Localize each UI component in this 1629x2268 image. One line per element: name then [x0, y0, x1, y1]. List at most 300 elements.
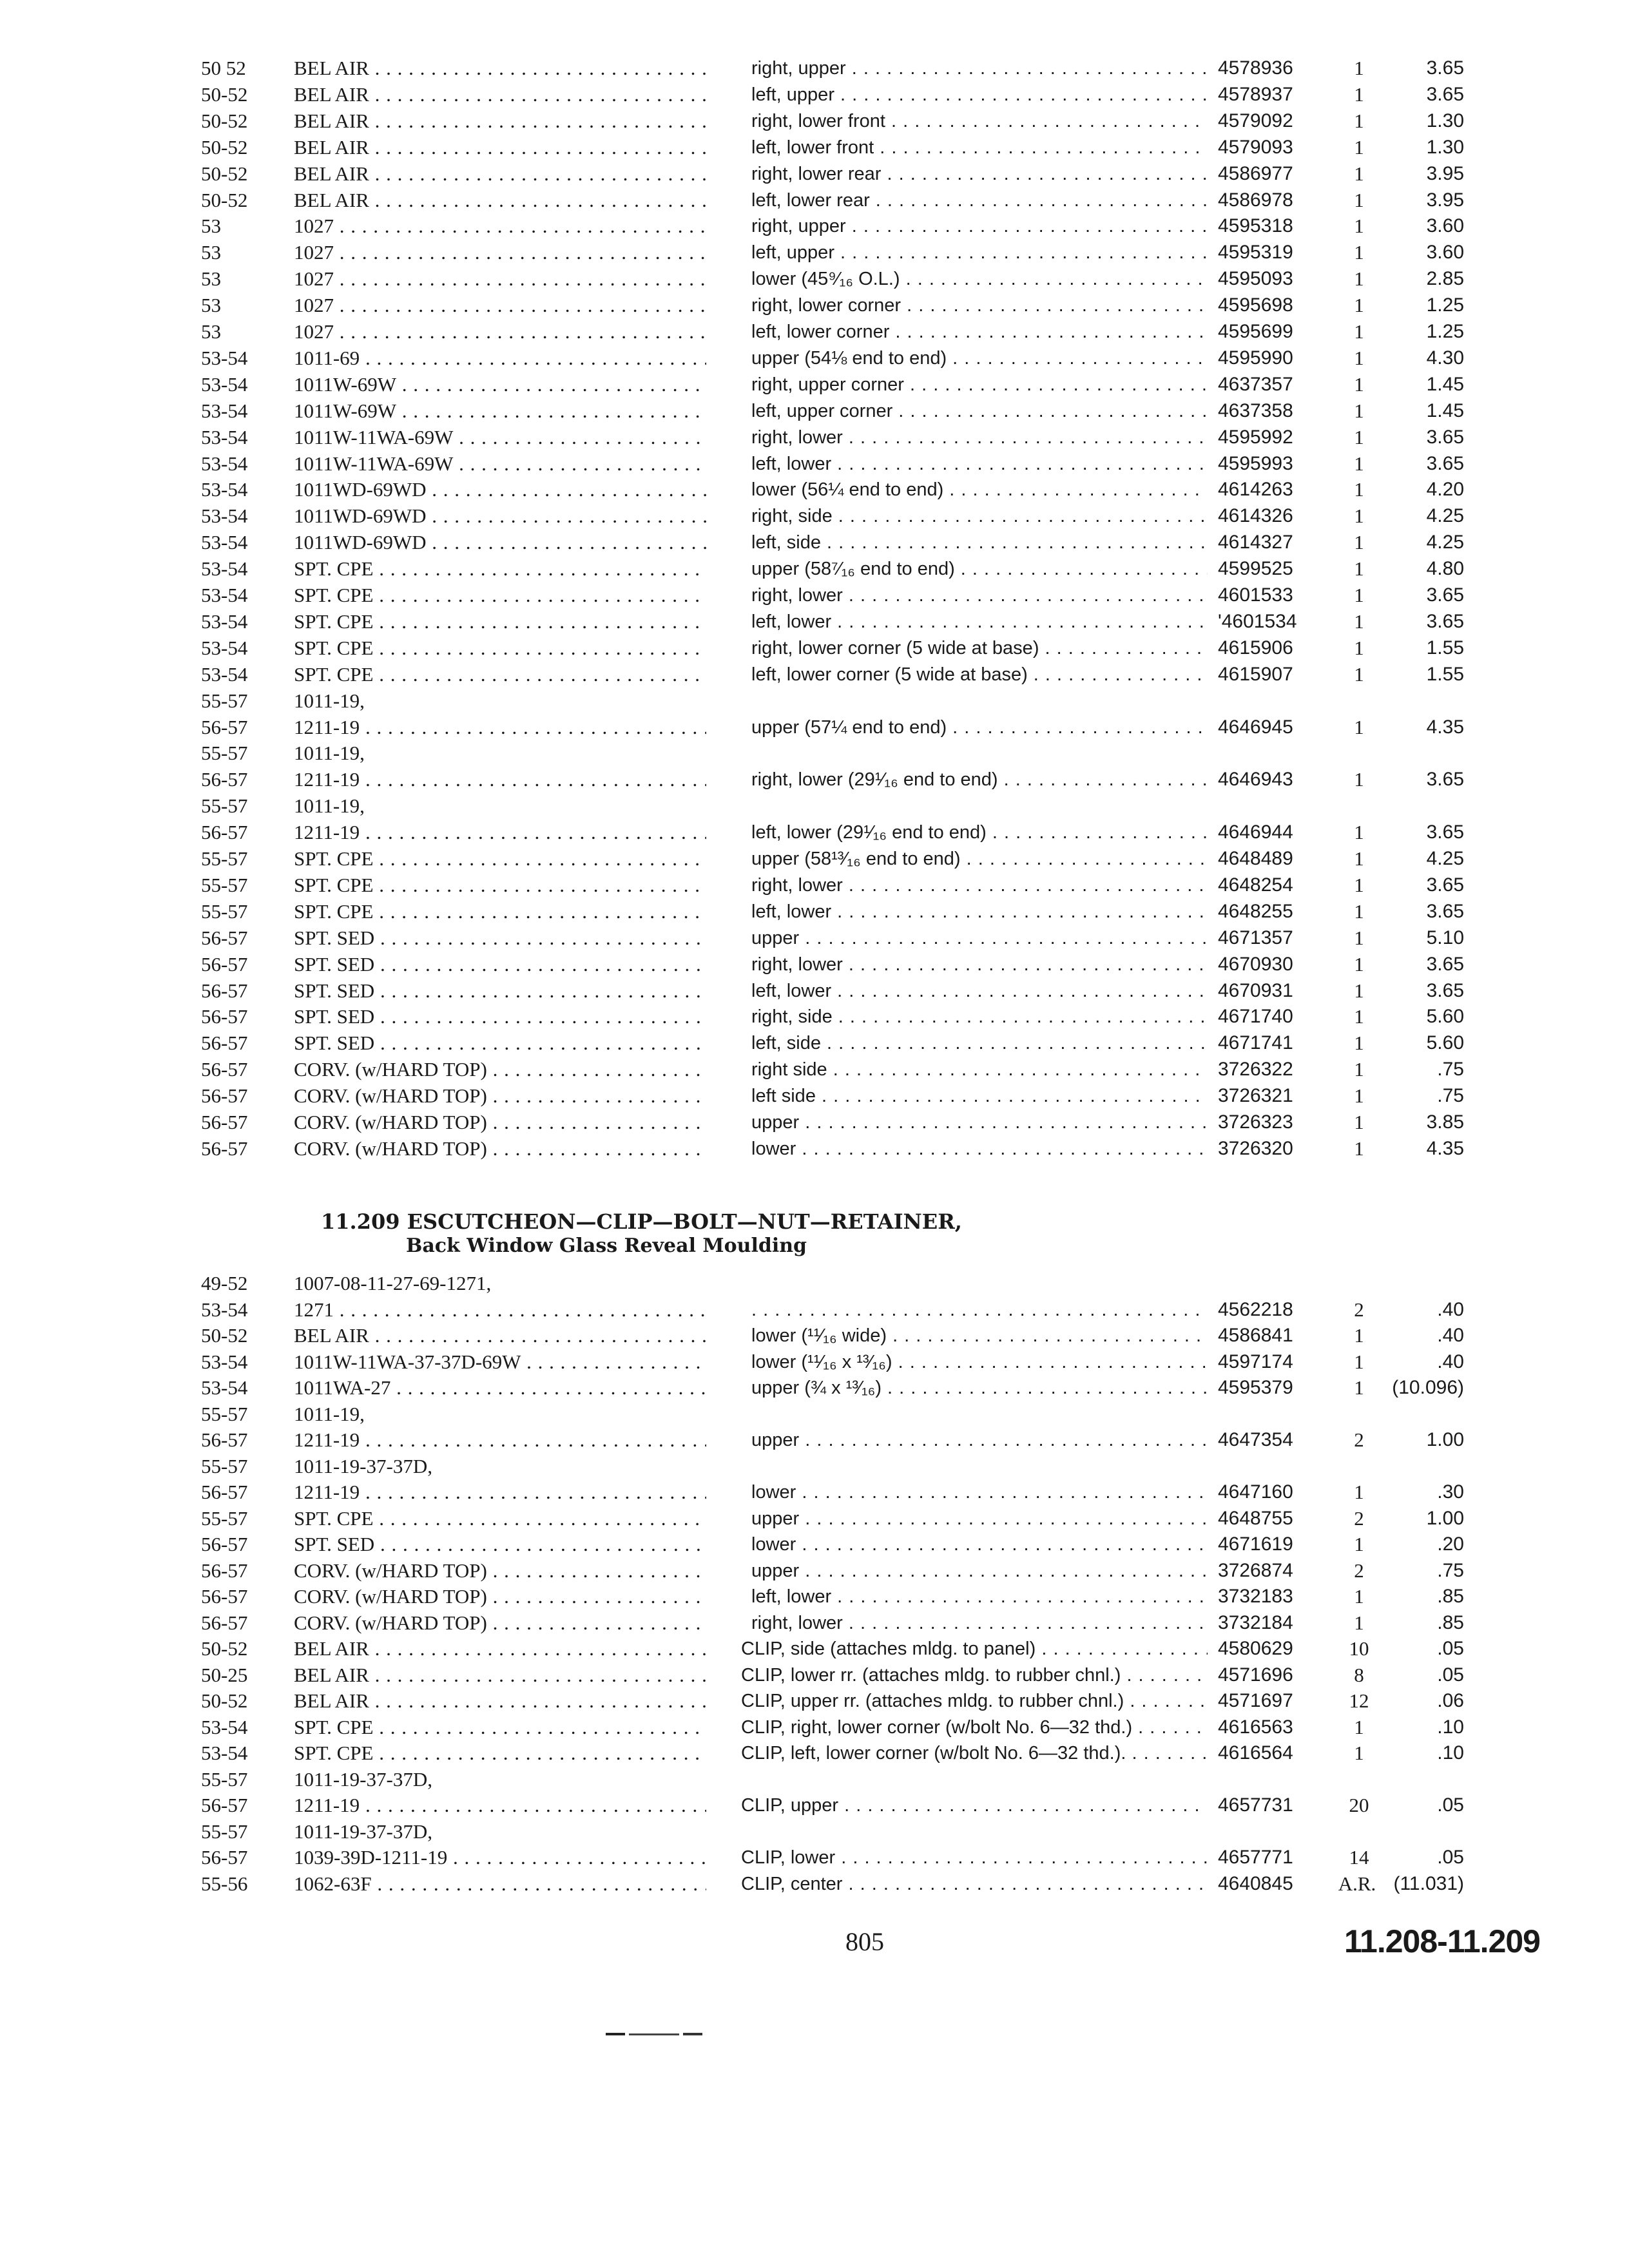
row-description: left, lower (29¹⁄₁₆ end to end) . . . — [751, 820, 1208, 845]
row-price: 3.65 — [1426, 822, 1464, 843]
row-quantity: 1 — [1354, 188, 1364, 211]
row-years: 56-57 — [201, 715, 248, 738]
row-years: 53-54 — [201, 557, 248, 581]
section-heading: 11.209 ESCUTCHEON—CLIP—BOLT—NUT—RETAINER, — [321, 1209, 962, 1234]
row-years: 49-52 — [201, 1272, 248, 1294]
table-row — [0, 1401, 1629, 1427]
row-part-number: 4647160 — [1218, 1481, 1293, 1503]
row-model: 1011WD-69WD . . . — [294, 530, 706, 555]
row-description: right, upper corner . . . — [751, 372, 1208, 398]
table-row — [0, 82, 1629, 108]
row-model: 1011W-69W . . . — [294, 398, 706, 424]
table-row — [0, 1662, 1629, 1688]
row-years: 56-57 — [201, 768, 248, 791]
row-years: 53-54 — [201, 346, 248, 369]
row-price: 3.65 — [1426, 769, 1464, 791]
row-years: 53 — [201, 320, 221, 343]
row-price: 3.65 — [1426, 979, 1464, 1001]
row-description: right, lower . . . — [751, 1610, 1208, 1636]
row-years: 56-57 — [201, 979, 248, 1002]
row-price: .10 — [1437, 1742, 1464, 1763]
row-model: SPT. CPE . . . — [294, 872, 706, 898]
row-description: lower . . . — [751, 1479, 1208, 1505]
row-part-number: 3726874 — [1218, 1559, 1293, 1581]
row-part-number: 3726321 — [1218, 1085, 1293, 1107]
row-model: 1011-19, — [294, 689, 365, 712]
row-price: .30 — [1437, 1481, 1464, 1503]
row-description: left, lower . . . — [751, 1584, 1208, 1610]
row-quantity: 1 — [1354, 821, 1364, 844]
row-years: 50-52 — [201, 82, 248, 106]
table-row — [0, 161, 1629, 187]
row-model: SPT. SED . . . — [294, 1532, 706, 1557]
row-part-number: 4648489 — [1218, 848, 1293, 869]
row-quantity: 1 — [1354, 873, 1364, 896]
row-price: 1.25 — [1426, 294, 1464, 316]
row-model: 1011-19, — [294, 742, 365, 765]
row-part-number: 4671357 — [1218, 927, 1293, 948]
row-description: left, lower front . . . — [751, 135, 1208, 160]
row-price: .06 — [1437, 1690, 1464, 1711]
row-years: 56-57 — [201, 1794, 248, 1816]
row-model: 1011W-69W . . . — [294, 372, 706, 398]
row-part-number: 4616563 — [1218, 1716, 1293, 1738]
table-row — [0, 1558, 1629, 1584]
row-price: 1.25 — [1426, 321, 1464, 342]
table-row — [0, 1004, 1629, 1030]
row-description: lower (¹¹⁄₁₆ x ¹³⁄₁₆) . . . — [751, 1349, 1208, 1375]
row-part-number: 4616564 — [1218, 1742, 1293, 1763]
table-row — [0, 662, 1629, 687]
row-part-number: 4586978 — [1218, 189, 1293, 211]
row-years: 56-57 — [201, 1111, 248, 1133]
row-description: lower (56¼ end to end) . . . — [751, 477, 1208, 503]
row-years: 56-57 — [201, 1084, 248, 1108]
table-row — [0, 740, 1629, 766]
row-part-number: 4615907 — [1218, 663, 1293, 685]
row-model: 1211-19 . . . — [294, 767, 706, 793]
row-price: 5.10 — [1426, 927, 1464, 948]
row-quantity: 1 — [1354, 1084, 1364, 1108]
row-years: 50-52 — [201, 162, 248, 185]
row-price: 1.45 — [1426, 373, 1464, 395]
row-part-number: 3732184 — [1218, 1611, 1293, 1633]
row-years: 53-54 — [201, 531, 248, 554]
row-price: 3.65 — [1426, 874, 1464, 896]
row-description: right, lower . . . — [751, 582, 1208, 608]
row-years: 56-57 — [201, 821, 248, 844]
row-years: 53-54 — [201, 1715, 248, 1738]
table-row — [0, 187, 1629, 213]
row-description: left, lower . . . — [751, 451, 1208, 477]
table-row — [0, 1297, 1629, 1323]
section-range: 11.208-11.209 — [1344, 1923, 1540, 1959]
row-quantity: 1 — [1354, 768, 1364, 791]
table-row — [0, 1636, 1629, 1662]
row-model: 1062-63F . . . — [294, 1871, 706, 1897]
row-quantity: 1 — [1354, 662, 1364, 686]
row-description: right, lower . . . — [751, 872, 1208, 898]
row-quantity: 14 — [1349, 1846, 1369, 1869]
row-price: 1.55 — [1426, 663, 1464, 685]
row-price: 4.80 — [1426, 558, 1464, 580]
row-quantity: 2 — [1354, 1428, 1364, 1451]
table-row — [0, 240, 1629, 265]
table-row — [0, 582, 1629, 608]
row-description: left, lower corner (5 wide at base) . . . — [751, 662, 1208, 687]
row-years: 56-57 — [201, 1481, 248, 1503]
row-description: left, lower corner . . . — [751, 319, 1208, 345]
row-model: BEL AIR . . . — [294, 187, 706, 213]
row-model: 1027 . . . — [294, 319, 706, 345]
table-row — [0, 1819, 1629, 1845]
row-description: right, lower corner . . . — [751, 293, 1208, 318]
row-model: 1011-19, — [294, 794, 365, 818]
row-model: CORV. (w/HARD TOP) . . . — [294, 1110, 706, 1135]
row-model: SPT. SED . . . — [294, 1030, 706, 1056]
row-years: 53-54 — [201, 636, 248, 659]
row-years: 50-52 — [201, 109, 248, 132]
row-price: 4.35 — [1426, 716, 1464, 738]
row-quantity: 1 — [1354, 979, 1364, 1002]
row-model: SPT. CPE . . . — [294, 1740, 706, 1766]
table-row — [0, 1845, 1629, 1870]
row-price: .05 — [1437, 1638, 1464, 1659]
table-row — [0, 1057, 1629, 1082]
row-model: 1211-19 . . . — [294, 1427, 706, 1453]
row-price: 1.00 — [1426, 1507, 1464, 1529]
row-price: .85 — [1437, 1611, 1464, 1633]
row-model: SPT. CPE . . . — [294, 662, 706, 687]
row-years: 55-57 — [201, 873, 248, 896]
row-quantity: 1 — [1354, 82, 1364, 106]
row-years: 55-57 — [201, 1454, 248, 1477]
row-quantity: 1 — [1354, 1611, 1364, 1634]
row-years: 50-52 — [201, 188, 248, 211]
row-part-number: 4579093 — [1218, 136, 1293, 158]
row-years: 56-57 — [201, 1137, 248, 1160]
row-years: 50-52 — [201, 1324, 248, 1347]
row-model: 1011-19-37-37D, — [294, 1767, 432, 1791]
row-years: 53-54 — [201, 1350, 248, 1373]
row-quantity: 8 — [1354, 1663, 1364, 1686]
row-price: 3.65 — [1426, 584, 1464, 606]
row-part-number: 4580629 — [1218, 1638, 1293, 1659]
row-price: .85 — [1437, 1586, 1464, 1607]
row-quantity: 1 — [1354, 215, 1364, 238]
table-row — [0, 1427, 1629, 1453]
row-description: CLIP, lower . . . — [741, 1845, 1208, 1870]
row-model: 1211-19 . . . — [294, 715, 706, 740]
row-quantity: 2 — [1354, 1559, 1364, 1582]
row-model: BEL AIR . . . — [294, 1662, 706, 1688]
row-description: left side . . . — [751, 1083, 1208, 1109]
row-years: 56-57 — [201, 1611, 248, 1634]
row-years: 55-57 — [201, 742, 248, 765]
row-years: 53-54 — [201, 452, 248, 475]
table-row — [0, 1271, 1629, 1296]
row-years: 50-52 — [201, 1689, 248, 1712]
row-description: right, lower . . . — [751, 952, 1208, 977]
row-part-number: 4648255 — [1218, 900, 1293, 922]
row-model: 1027 . . . — [294, 293, 706, 318]
row-part-number: 4614326 — [1218, 505, 1293, 527]
row-model: BEL AIR . . . — [294, 161, 706, 187]
row-part-number: 4586977 — [1218, 162, 1293, 184]
row-part-number: 4648755 — [1218, 1507, 1293, 1529]
row-years: 53-54 — [201, 584, 248, 606]
row-years: 50-52 — [201, 1637, 248, 1660]
row-part-number: 4595992 — [1218, 426, 1293, 448]
row-price: 5.60 — [1426, 1032, 1464, 1054]
table-row — [0, 1506, 1629, 1532]
row-model: CORV. (w/HARD TOP) . . . — [294, 1057, 706, 1082]
row-quantity: 1 — [1354, 847, 1364, 870]
row-price: .75 — [1437, 1085, 1464, 1107]
table-row — [0, 372, 1629, 398]
row-model: 1027 . . . — [294, 240, 706, 265]
row-part-number: 4578936 — [1218, 57, 1293, 79]
row-model: 1011W-11WA-37-37D-69W . . . — [294, 1349, 706, 1375]
row-years: 53-54 — [201, 372, 248, 396]
row-part-number: 4671741 — [1218, 1032, 1293, 1054]
row-description: right, upper . . . — [751, 55, 1208, 81]
row-part-number: 4597174 — [1218, 1350, 1293, 1372]
row-model: CORV. (w/HARD TOP) . . . — [294, 1558, 706, 1584]
row-part-number: 4595379 — [1218, 1377, 1293, 1398]
row-model: 1011-19-37-37D, — [294, 1820, 432, 1843]
row-description: CLIP, left, lower corner (w/bolt No. 6—32 thd.). . . . — [741, 1740, 1208, 1766]
row-model: BEL AIR . . . — [294, 1688, 706, 1714]
table-row — [0, 635, 1629, 661]
row-quantity: 1 — [1354, 952, 1364, 975]
row-quantity: 1 — [1354, 241, 1364, 264]
row-years: 53 — [201, 294, 221, 317]
table-row — [0, 872, 1629, 898]
row-years: 53 — [201, 267, 221, 291]
row-model: SPT. SED . . . — [294, 978, 706, 1004]
row-description: lower . . . — [751, 1136, 1208, 1162]
row-price: 3.65 — [1426, 83, 1464, 105]
row-price: .75 — [1437, 1059, 1464, 1081]
row-quantity: 1 — [1354, 1742, 1364, 1764]
table-row — [0, 1349, 1629, 1375]
row-part-number: 4578937 — [1218, 83, 1293, 105]
row-price: .10 — [1437, 1716, 1464, 1738]
table-row — [0, 1323, 1629, 1349]
row-part-number: '4601534 — [1218, 610, 1297, 632]
row-description: right, lower . . . — [751, 425, 1208, 450]
row-years: 56-57 — [201, 1585, 248, 1608]
row-model: SPT. CPE . . . — [294, 1506, 706, 1532]
row-quantity: 1 — [1354, 899, 1364, 923]
row-description: left, upper . . . — [751, 240, 1208, 265]
row-description: left, upper . . . — [751, 82, 1208, 108]
row-part-number: 4647354 — [1218, 1429, 1293, 1450]
row-price: 4.25 — [1426, 505, 1464, 527]
row-part-number: 4646944 — [1218, 822, 1293, 843]
row-model: 1211-19 . . . — [294, 1792, 706, 1818]
row-price: (10.096) — [1392, 1377, 1464, 1398]
row-quantity: 1 — [1354, 1005, 1364, 1028]
row-quantity: 1 — [1354, 1324, 1364, 1347]
row-model: SPT. SED . . . — [294, 1004, 706, 1030]
row-model: 1011WD-69WD . . . — [294, 477, 706, 503]
row-description: upper . . . — [751, 1558, 1208, 1584]
row-part-number: 4637357 — [1218, 373, 1293, 395]
row-description: left, side . . . — [751, 530, 1208, 555]
row-model: BEL AIR . . . — [294, 1636, 706, 1662]
table-row — [0, 1767, 1629, 1792]
table-row — [0, 425, 1629, 450]
row-description: upper (¾ x ¹³⁄₁₆) . . . — [751, 1375, 1208, 1401]
row-model: 1027 . . . — [294, 213, 706, 239]
table-row — [0, 1083, 1629, 1109]
scan-artifact-mark — [606, 2031, 735, 2037]
row-quantity: 1 — [1354, 584, 1364, 606]
table-row — [0, 213, 1629, 239]
row-description: right side . . . — [751, 1057, 1208, 1082]
row-quantity: 1 — [1354, 452, 1364, 475]
row-description: CLIP, side (attaches mldg. to panel) . . . — [741, 1636, 1208, 1662]
table-row — [0, 715, 1629, 740]
row-price: 4.25 — [1426, 532, 1464, 553]
row-quantity: 1 — [1354, 135, 1364, 159]
row-years: 53-54 — [201, 425, 248, 448]
row-description: right, lower rear . . . — [751, 161, 1208, 187]
row-model: CORV. (w/HARD TOP) . . . — [294, 1584, 706, 1610]
table-row — [0, 978, 1629, 1004]
row-years: 56-57 — [201, 1058, 248, 1081]
row-part-number: 4671740 — [1218, 1006, 1293, 1028]
row-part-number: 3732183 — [1218, 1586, 1293, 1607]
row-price: 1.30 — [1426, 110, 1464, 131]
row-years: 55-57 — [201, 689, 248, 712]
table-row — [0, 1584, 1629, 1610]
row-price: 4.25 — [1426, 848, 1464, 869]
row-part-number: 4586841 — [1218, 1325, 1293, 1346]
row-description: lower (45⁹⁄₁₆ O.L.) . . . — [751, 266, 1208, 292]
table-row — [0, 477, 1629, 503]
row-description: lower . . . — [751, 1532, 1208, 1557]
row-part-number: 4670931 — [1218, 979, 1293, 1001]
row-years: 53 — [201, 215, 221, 238]
row-quantity: 1 — [1354, 610, 1364, 633]
row-description: CLIP, upper . . . — [741, 1792, 1208, 1818]
row-years: 55-57 — [201, 1820, 248, 1843]
row-quantity: 1 — [1354, 372, 1364, 396]
row-model: CORV. (w/HARD TOP) . . . — [294, 1083, 706, 1109]
table-row — [0, 1610, 1629, 1636]
row-model: CORV. (w/HARD TOP) . . . — [294, 1136, 706, 1162]
row-quantity: A.R. — [1338, 1872, 1376, 1895]
row-price: .40 — [1437, 1325, 1464, 1346]
row-part-number: 4595990 — [1218, 347, 1293, 369]
row-years: 56-57 — [201, 952, 248, 975]
row-quantity: 1 — [1354, 1376, 1364, 1399]
row-years: 53-54 — [201, 610, 248, 633]
row-model: 1039-39D-1211-19 . . . — [294, 1845, 706, 1870]
row-price: 5.60 — [1426, 1006, 1464, 1028]
row-part-number: 4671619 — [1218, 1533, 1293, 1555]
row-description: CLIP, upper rr. (attaches mldg. to rubber chnl.) . . . — [741, 1688, 1208, 1714]
row-description: upper . . . — [751, 1506, 1208, 1532]
row-years: 53-54 — [201, 478, 248, 501]
table-row — [0, 135, 1629, 160]
table-row — [0, 767, 1629, 793]
row-years: 56-57 — [201, 1533, 248, 1555]
row-years: 55-57 — [201, 1402, 248, 1425]
table-row — [0, 293, 1629, 318]
table-row — [0, 451, 1629, 477]
row-price: 3.95 — [1426, 189, 1464, 211]
table-row — [0, 530, 1629, 555]
row-price: 3.65 — [1426, 426, 1464, 448]
row-description: upper . . . — [751, 1427, 1208, 1453]
row-model: CORV. (w/HARD TOP) . . . — [294, 1610, 706, 1636]
row-quantity: 1 — [1354, 109, 1364, 132]
row-description: right, side . . . — [751, 503, 1208, 529]
row-years: 50-52 — [201, 135, 248, 159]
row-quantity: 1 — [1354, 636, 1364, 659]
row-quantity: 1 — [1354, 1111, 1364, 1133]
row-years: 56-57 — [201, 1005, 248, 1028]
table-row — [0, 925, 1629, 951]
row-price: 3.65 — [1426, 953, 1464, 975]
row-part-number: 4637358 — [1218, 399, 1293, 421]
table-row — [0, 1030, 1629, 1056]
row-quantity: 1 — [1354, 478, 1364, 501]
row-price: .40 — [1437, 1350, 1464, 1372]
table-row — [0, 556, 1629, 582]
row-quantity: 1 — [1354, 1137, 1364, 1160]
row-price: .75 — [1437, 1559, 1464, 1581]
row-years: 53-54 — [201, 1298, 248, 1321]
row-description: CLIP, lower rr. (attaches mldg. to rubber chnl.) . . . — [741, 1662, 1208, 1688]
row-part-number: 4579092 — [1218, 110, 1293, 131]
row-description — [751, 1297, 1208, 1323]
table-row — [0, 1110, 1629, 1135]
table-row — [0, 793, 1629, 819]
table-row — [0, 1871, 1629, 1897]
row-description: upper . . . — [751, 925, 1208, 951]
row-quantity: 1 — [1354, 399, 1364, 422]
row-years: 53-54 — [201, 1376, 248, 1399]
row-price: 1.30 — [1426, 136, 1464, 158]
row-model: SPT. CPE . . . — [294, 582, 706, 608]
row-quantity: 1 — [1354, 162, 1364, 185]
row-model: SPT. CPE . . . — [294, 556, 706, 582]
table-row — [0, 1479, 1629, 1505]
row-part-number: 3726323 — [1218, 1111, 1293, 1133]
row-model: SPT. CPE . . . — [294, 635, 706, 661]
row-model: 1011W-11WA-69W . . . — [294, 425, 706, 450]
row-quantity: 1 — [1354, 1058, 1364, 1081]
row-description: upper (58¹³⁄₁₆ end to end) . . . — [751, 846, 1208, 872]
row-model: BEL AIR . . . — [294, 108, 706, 134]
row-years: 56-57 — [201, 926, 248, 949]
row-part-number: 4614263 — [1218, 479, 1293, 501]
table-row — [0, 1792, 1629, 1818]
row-model: 1271 . . . — [294, 1297, 706, 1323]
row-part-number: 4595093 — [1218, 268, 1293, 290]
row-part-number: 4646945 — [1218, 716, 1293, 738]
row-quantity: 1 — [1354, 1715, 1364, 1738]
row-years: 53-54 — [201, 662, 248, 686]
table-row — [0, 1688, 1629, 1714]
row-description: left, lower . . . — [751, 609, 1208, 635]
table-row — [0, 1454, 1629, 1479]
